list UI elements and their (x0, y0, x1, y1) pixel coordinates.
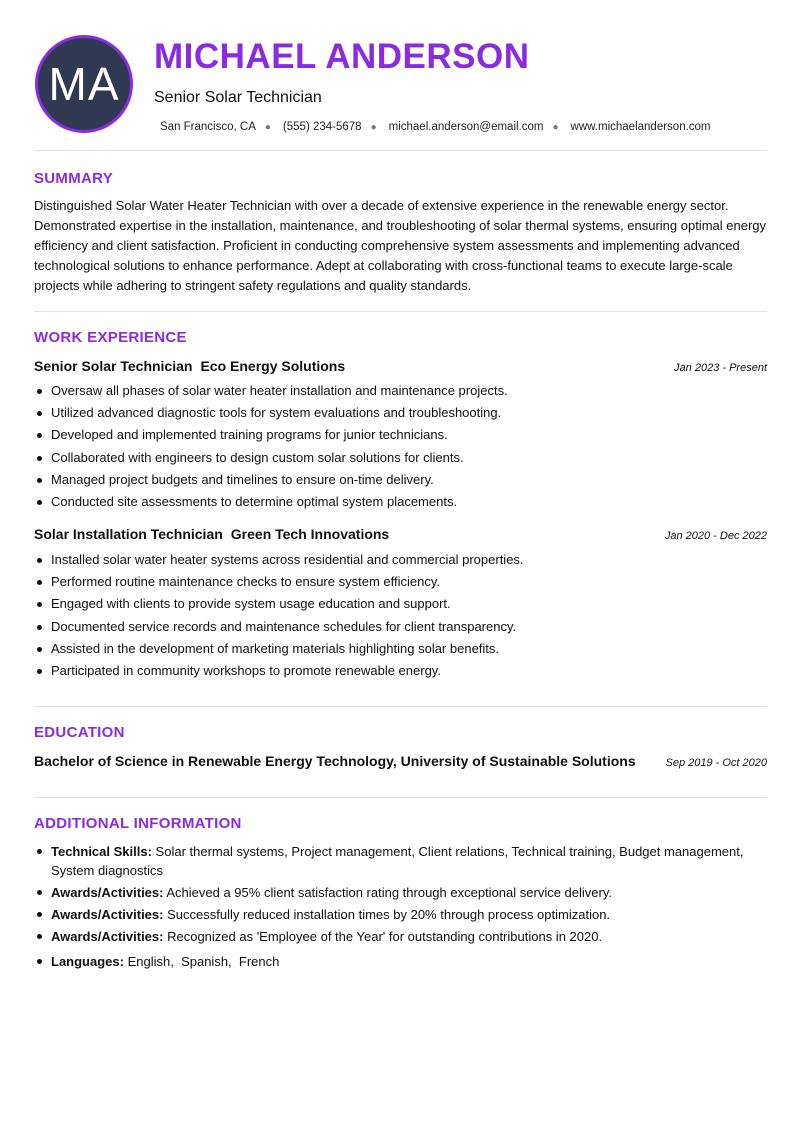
job-bullets (34, 549, 767, 682)
list-item: Participated in community workshops to promote renewable energy. (34, 660, 767, 682)
summary-heading: SUMMARY (34, 170, 114, 187)
job-header (34, 526, 767, 542)
job-role-line (34, 526, 389, 542)
list-item: Oversaw all phases of solar water heater installation and maintenance projects. (34, 380, 767, 402)
list-item: Conducted site assessments to determine optimal system placements. (34, 491, 767, 513)
list-item (34, 927, 767, 946)
item-text: Achieved a 95% client satisfaction rating through exceptional service delivery. (166, 885, 612, 900)
list-item: Documented service records and maintenance schedules for client transparency. (34, 616, 767, 638)
item-text: Solar thermal systems, Project management, Client relations, Technical training, Budget management, System diagnostics (51, 844, 744, 878)
list-item: Managed project budgets and timelines to ensure on-time delivery. (34, 469, 767, 491)
list-item: Engaged with clients to provide system usage education and support. (34, 593, 767, 615)
item-label: Languages: (51, 954, 124, 969)
list-item: Performed routine maintenance checks to ensure system efficiency. (34, 571, 767, 593)
job-header (34, 358, 767, 374)
contact-email[interactable]: michael.anderson@email.com (388, 121, 544, 133)
list-item (34, 883, 767, 902)
job-dates: Jan 2020 - Dec 2022 (664, 530, 767, 542)
list-item: Collaborated with engineers to design custom solar solutions for clients. (34, 447, 767, 469)
candidate-name: MICHAEL ANDERSON (154, 37, 530, 76)
list-item: Assisted in the development of marketing materials highlighting solar benefits. (34, 638, 767, 660)
education-entry (34, 753, 767, 769)
list-item (34, 905, 767, 924)
item-text: Successfully reduced installation times by 20% through process optimization. (167, 907, 611, 922)
job-bullets (34, 380, 767, 513)
list-item: Utilized advanced diagnostic tools for system evaluations and troubleshooting. (34, 402, 767, 424)
avatar-initials: MA (48, 58, 120, 110)
divider (34, 797, 767, 798)
contact-location: San Francisco, CA (160, 121, 256, 133)
additional-list (34, 842, 767, 974)
item-label: Awards/Activities: (51, 885, 164, 900)
divider (34, 311, 767, 312)
job-role: Solar Installation Technician (34, 526, 223, 542)
job-role-line (34, 358, 345, 374)
divider (34, 706, 767, 707)
contact-website[interactable]: www.michaelanderson.com (570, 121, 711, 133)
education-dates: Sep 2019 - Oct 2020 (665, 757, 767, 769)
item-label: Technical Skills: (51, 844, 152, 859)
job-role: Senior Solar Technician (34, 358, 193, 374)
additional-heading: ADDITIONAL INFORMATION (34, 815, 242, 832)
job-company: Green Tech Innovations (230, 526, 390, 542)
avatar (35, 35, 133, 133)
item-text: Recognized as 'Employee of the Year' for outstanding contributions in 2020. (167, 929, 603, 944)
job-dates: Jan 2023 - Present (674, 362, 767, 374)
list-item: Installed solar water heater systems across residential and commercial properties. (34, 549, 767, 571)
summary-text: Distinguished Solar Water Heater Technician with over a decade of extensive experience in the renewable energy sector. Demonstrated expertise in the installation, maintenance, and troubleshooting of solar thermal systems, ensuring optimal energy efficiency and client satisfaction. Proficient in conducting comprehensive system assessments and implementing advanced technological solutions to enhance performance. Adept at collaborating with cross-functional teams to execute large-scale projects while adhering to stringent safety regulations and quality standards. (34, 198, 767, 293)
experience-heading: WORK EXPERIENCE (34, 329, 187, 346)
contact-bar (160, 121, 711, 133)
list-item: Developed and implemented training programs for junior technicians. (34, 424, 767, 446)
separator-dot-icon: ● (264, 121, 271, 133)
job-company: Eco Energy Solutions (200, 358, 346, 374)
separator-dot-icon: ● (552, 121, 559, 133)
item-label: Awards/Activities: (51, 907, 164, 922)
contact-phone: (555) 234-5678 (282, 121, 362, 133)
divider (34, 150, 767, 151)
list-item (34, 952, 767, 971)
job-title: Senior Solar Technician (154, 89, 322, 106)
item-text: English, Spanish, French (127, 954, 280, 969)
separator-dot-icon: ● (370, 121, 377, 133)
education-heading: EDUCATION (34, 724, 125, 741)
item-label: Awards/Activities: (51, 929, 164, 944)
list-item (34, 842, 767, 880)
education-degree: Bachelor of Science in Renewable Energy Technology, University of Sustainable Solutions (34, 753, 636, 769)
